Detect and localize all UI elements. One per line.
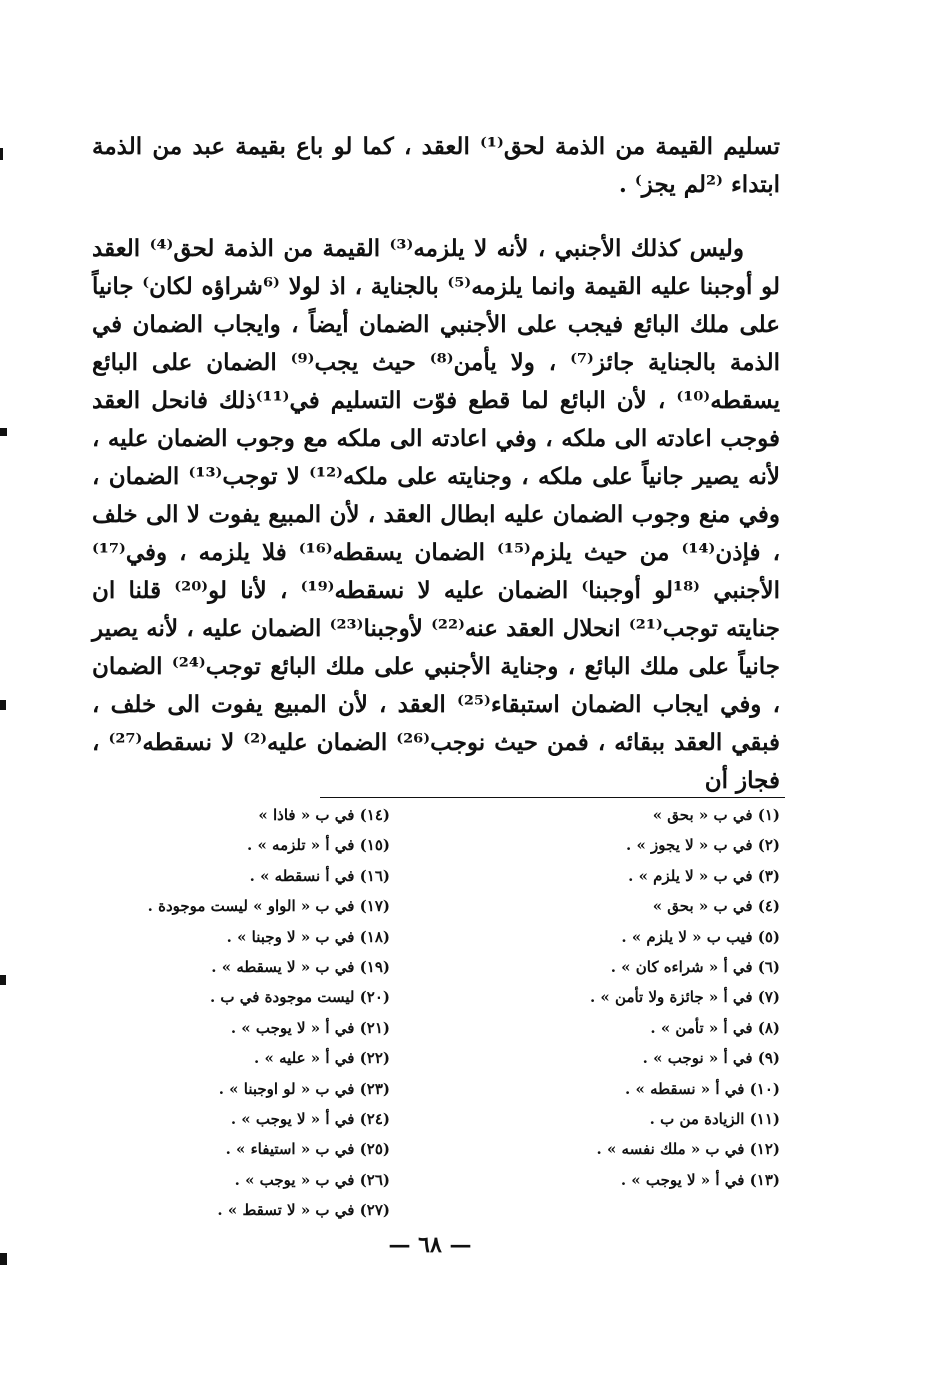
footnote-8: (٨) في أ « تأمن » .	[650, 1018, 780, 1037]
footnote-4: (٤) في ب « بحق »	[652, 897, 780, 916]
footnote-21: (٢١) في أ « لا يوجب » .	[230, 1018, 390, 1037]
footnote-17: (١٧) في ب « الواو » ليست موجودة .	[147, 897, 390, 916]
footnotes-right-column	[560, 800, 780, 1195]
footnote-1: (١) في ب « بحق »	[652, 806, 780, 824]
scan-speck	[0, 428, 7, 436]
footnotes-left-column	[100, 800, 390, 1225]
footnote-12: (١٢) في ب « ملك نفسه » .	[596, 1140, 780, 1159]
footnote-9: (٩) في أ « نوجب » .	[642, 1049, 780, 1068]
main-text	[92, 128, 780, 800]
footnote-separator	[320, 797, 785, 798]
paragraph-1: تسليم القيمة من الذمة لحق⁽¹⁾ العقد ، كما لو باع بقيمة عبد من الذمة ابتداء ⁽²لم يجز⁾ .	[92, 133, 781, 198]
footnote-18: (١٨) في ب « لا وجبنا » .	[226, 927, 390, 946]
scan-speck	[0, 1253, 7, 1265]
scan-speck	[0, 148, 3, 160]
footnote-5: (٥) فيب ب « لا يلزم » .	[621, 927, 780, 946]
footnote-26: (٢٦) في ب « يوجب » .	[234, 1170, 390, 1189]
scan-speck	[0, 700, 6, 710]
footnote-22: (٢٢) في أ « عليه » .	[254, 1049, 390, 1068]
footnote-23: (٢٣) في ب « لو اوجبنا » .	[218, 1079, 390, 1098]
footnote-6: (٦) في أ « شراءه كان » .	[610, 957, 780, 976]
footnote-19: (١٩) في ب « لا يسقطه » .	[211, 957, 390, 976]
page-number: — ٦٨ —	[388, 1232, 472, 1258]
footnote-24: (٢٤) في أ « لا يوجب » .	[230, 1109, 390, 1128]
footnote-11: (١١) الزيادة من ب .	[649, 1109, 780, 1128]
footnote-2: (٢) في ب « لا يجوز » .	[626, 836, 780, 855]
footnote-16: (١٦) في أ نسقطه » .	[249, 866, 390, 885]
footnote-15: (١٥) في أ « تلزمه » .	[247, 836, 390, 855]
footnote-14: (١٤) في ب « فاذا »	[258, 806, 390, 824]
footnote-3: (٣) في ب « لا يلزم » .	[628, 866, 780, 885]
paragraph-2: وليس كذلك الأجنبي ، لأنه لا يلزمه⁽³⁾ القيمة من الذمة لحق⁽⁴⁾ العقد لو أوجبنا عليه القيمة وانما يلزمه⁽⁵⁾ بالجناية ، اذ لولا ⁽⁶شراؤه لكان⁾ جانياً على ملك البائع فيجب على الأجنبي الضمان أيضاً ، وايجاب الضمان في الذمة بالجناية جائز⁽⁷⁾ ، ولا يأمن⁽⁸⁾ حيث يجب⁽⁹⁾ الضمان على البائع يسقطه⁽¹⁰⁾ ، لأن البائع لما قطع فوّت التسليم في⁽¹¹⁾ذلك فانحل العقد فوجب اعادته الى ملكه ، وفي اعادته الى ملكه مع وجوب الضمان عليه ، لأنه يصير جانياً على ملكه ، وجنايته على ملكه⁽¹²⁾ لا توجب⁽¹³⁾ الضمان ، وفي منع وجوب الضمان عليه ابطال العقد ، لأن المبيع يفوت لا الى خلف ، فإذن⁽¹⁴⁾ من حيث يلزم⁽¹⁵⁾ الضمان يسقطه⁽¹⁶⁾ فلا يلزمه ، وفي⁽¹⁷⁾ الأجنبي ⁽¹⁸لو أوجبنا⁾ الضمان عليه لا نسقطه⁽¹⁹⁾ ، لأنا لو⁽²⁰⁾ قلنا ان جنايته توجب⁽²¹⁾ انحلال العقد عنه⁽²²⁾ لأوجبنا⁽²³⁾ الضمان عليه ، لأنه يصير جانياً على ملك البائع ، وجناية الأجنبي على ملك البائع توجب⁽²⁴⁾ الضمان ، وفي ايجاب الضمان استبقاء⁽²⁵⁾ العقد ، لأن المبيع يفوت الى خلف ، فبقي العقد ببقائه ، فمن حيث نوجب⁽²⁶⁾ الضمان عليه⁽²⁾ لا نسقطه⁽²⁷⁾ ، فجاز أن	[92, 235, 781, 794]
scan-speck	[0, 975, 6, 985]
footnote-13: (١٣) في أ « لا يوجب » .	[620, 1170, 780, 1189]
footnote-10: (١٠) في أ « نسقطه » .	[625, 1079, 780, 1098]
footnote-20: (٢٠) ليست موجودة في ب .	[209, 988, 390, 1007]
footnote-25: (٢٥) في ب « استيفاء » .	[225, 1140, 390, 1159]
footnote-27: (٢٧) في ب « لا تسقط » .	[217, 1201, 390, 1220]
footnote-7: (٧) في أ « جائزة ولا تأمن » .	[589, 988, 780, 1007]
